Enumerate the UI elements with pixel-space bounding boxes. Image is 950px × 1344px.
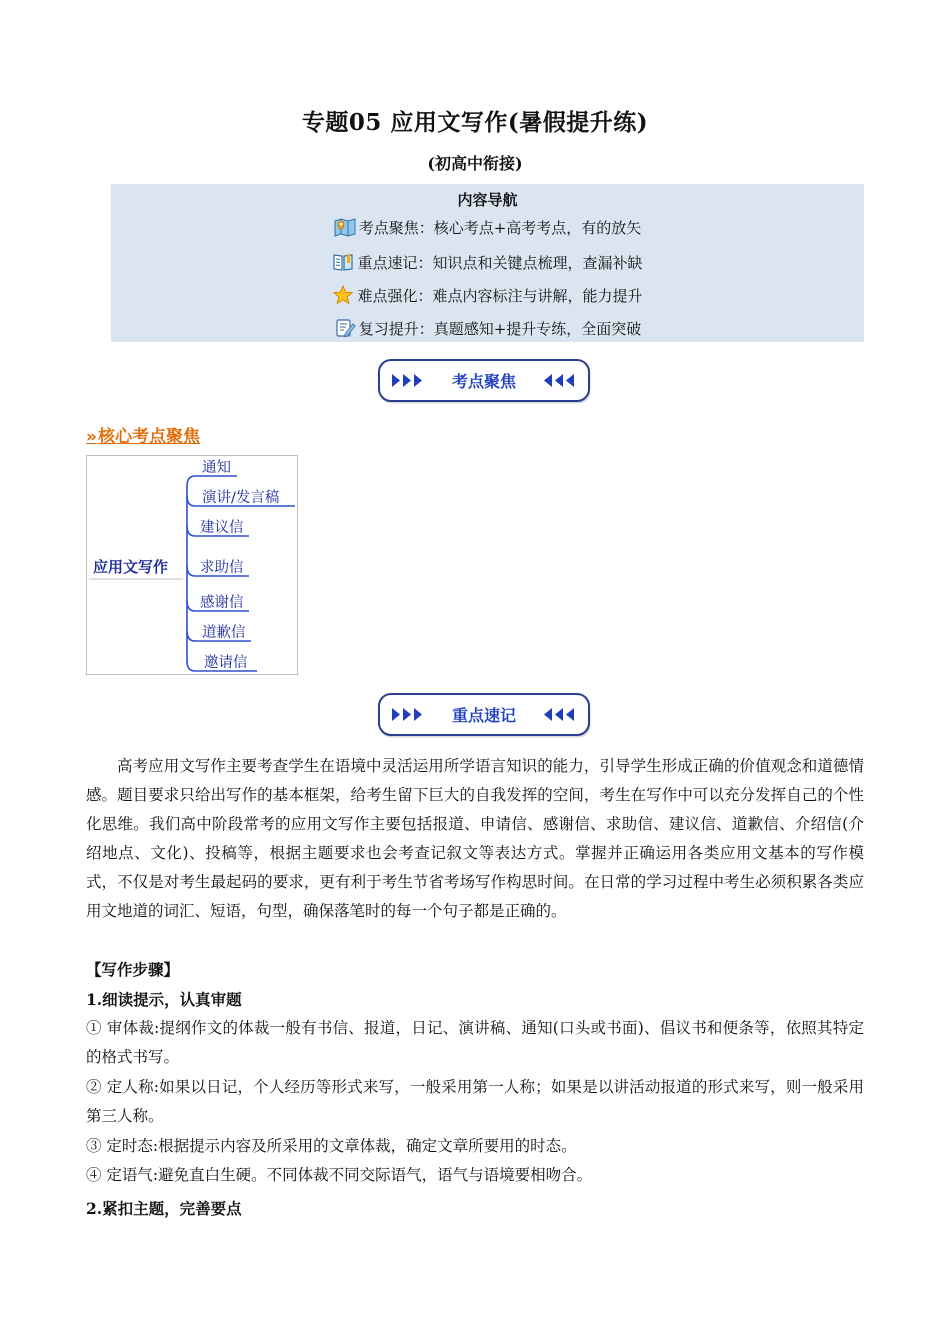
section-title: 核心考点聚焦 bbox=[97, 427, 200, 447]
nav-item-text: 难点内容标注与讲解，能力提升 bbox=[432, 287, 643, 305]
nav-item-text: 核心考点+高考考点，有的放矢 bbox=[433, 219, 642, 237]
nav-item-text: 真题感知+提升专练，全面突破 bbox=[433, 320, 642, 338]
mindmap-branch: 道歉信 bbox=[202, 625, 246, 641]
step2-heading: 2.紧扣主题，完善要点 bbox=[86, 1199, 242, 1218]
star-icon bbox=[332, 285, 354, 305]
nav-item-label: 复习提升： bbox=[358, 320, 434, 338]
nav-heading: 内容导航 bbox=[457, 191, 518, 209]
mindmap-branch: 通知 bbox=[202, 460, 231, 476]
mindmap-branch: 演讲/发言稿 bbox=[202, 490, 280, 506]
step1-item: ③ 定时态:根据提示内容及所采用的文章体裁，确定文章所要用的时态。 bbox=[86, 1137, 577, 1155]
nav-item-difficult bbox=[111, 285, 864, 306]
banner-text: 重点速记 bbox=[451, 706, 517, 725]
edit-icon bbox=[334, 318, 356, 338]
steps-heading: 【写作步骤】 bbox=[86, 960, 180, 979]
intro-paragraph: 高考应用文写作主要考查学生在语境中灵活运用所学语言知识的能力，引导学生形成正确的价值观念和道德情感。题目要求只给出写作的基本框架，给考生留下巨大的自我发挥的空间，考生在写作中可以充分发挥自己的个性化思维。我们高中阶段常考的应用文写作主要包括报道、申请信、感谢信、求助信、建议信、道歉信、介绍信(介绍地点、文化)、投稿等，根据主题要求也会考查记叙文等表达方式。掌握并正确运用各类应用文基本的写作模式，不仅是对考生最起码的要求，更有利于考生节省考场写作构思时间。在日常的学习过程中考生必须积累各类应用文地道的词汇、短语，句型，确保落笔时的每一个句子都是正确的。 bbox=[86, 757, 864, 920]
banner-exam-focus bbox=[378, 359, 592, 405]
nav-item-keypoints bbox=[111, 252, 864, 273]
nav-item-focus bbox=[111, 217, 864, 238]
document-subtitle: (初高中衔接) bbox=[427, 154, 523, 173]
nav-item-label: 难点强化： bbox=[357, 287, 433, 305]
book-icon bbox=[332, 252, 354, 272]
document-title: 专题05 应用文写作(暑假提升练) bbox=[301, 109, 649, 136]
mindmap-branch: 建议信 bbox=[200, 520, 244, 536]
banner-text: 考点聚焦 bbox=[451, 372, 517, 391]
nav-item-label: 重点速记： bbox=[357, 254, 433, 272]
mindmap-diagram bbox=[86, 455, 298, 675]
nav-item-text: 知识点和关键点梳理，查漏补缺 bbox=[432, 254, 643, 272]
nav-item-review bbox=[111, 318, 864, 339]
step1-heading: 1.细读提示，认真审题 bbox=[86, 990, 242, 1009]
mindmap-root: 应用文写作 bbox=[93, 558, 169, 576]
mindmap-branch: 邀请信 bbox=[204, 655, 248, 671]
section-heading[interactable] bbox=[86, 422, 200, 447]
step1-item: ④ 定语气:避免直白生硬。不同体裁不同交际语气，语气与语境要相吻合。 bbox=[86, 1166, 593, 1184]
mindmap-branch: 求助信 bbox=[200, 560, 244, 576]
step1-item: ① 审体裁:提纲作文的体裁一般有书信、报道，日记、演讲稿、通知(口头或书面)、倡议书和便条等，依照其特定的格式书写。 bbox=[86, 1019, 864, 1066]
double-chevron-icon: » bbox=[86, 427, 97, 447]
mindmap-branch: 感谢信 bbox=[200, 595, 244, 611]
banner-key-notes bbox=[378, 693, 592, 739]
content-navigation bbox=[111, 184, 864, 342]
nav-item-label: 考点聚焦： bbox=[358, 219, 434, 237]
step1-item: ② 定人称:如果以日记，个人经历等形式来写，一般采用第一人称；如果是以讲活动报道的形式来写，则一般采用第三人称。 bbox=[86, 1078, 864, 1125]
map-icon bbox=[334, 217, 356, 237]
